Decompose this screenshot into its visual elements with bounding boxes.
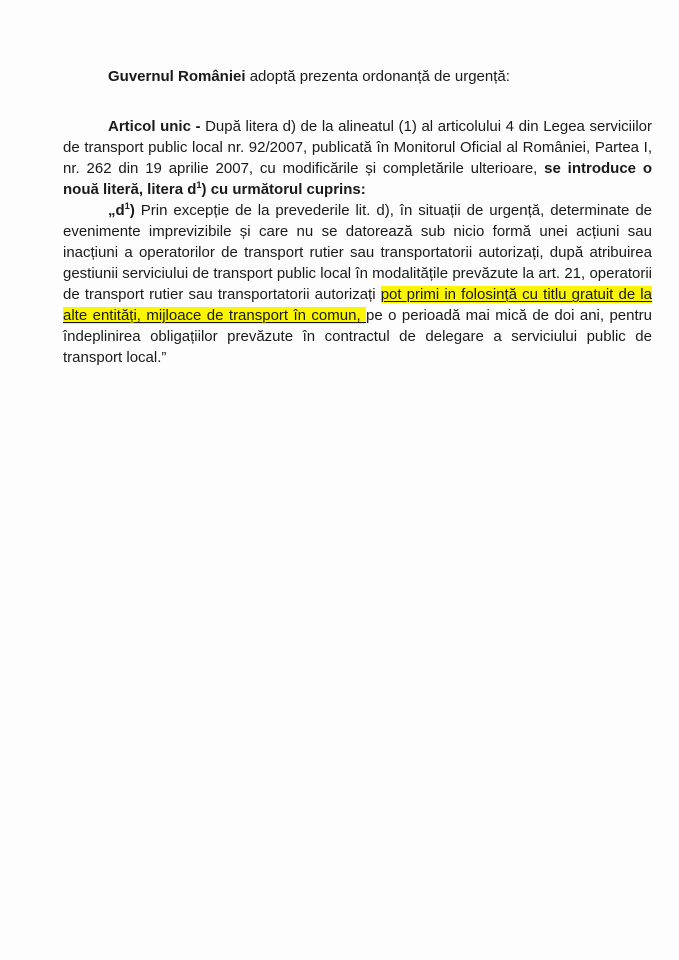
text-run: Articol unic -	[108, 118, 206, 135]
paragraph-articol-unic	[63, 116, 652, 200]
paragraph-preamble	[63, 66, 652, 87]
text-run: Prin excepție de la prevederile lit. d), în situații de urgență, determinate de evenimente imprevizibile și care nu se datorează sub nicio formă unei acțiuni sau inacțiuni a operatorilor de transport rutier sau transportatorii autorizați, după atribuirea gestiunii serviciului de transport public local în modalitățile prevăzute la art. 21, operatorii de transport rutier sau transportatorii autorizați	[63, 202, 652, 303]
text-run: pe o perioadă mai mică de doi ani, pentru îndeplinirea obligațiilor prevăzute în contractul de delegare a serviciului public de transport local.”	[63, 307, 652, 366]
text-run: După litera d) de la alineatul (1) al articolului 4 din Legea serviciilor de transport public local nr. 92/2007, publicată în Monitorul Oficial al României, Partea I, nr. 262 din 19 aprilie 2007, cu modificările și completările ulterioare,	[63, 118, 652, 177]
text-run: adoptă prezenta ordonanță de urgență:	[245, 68, 510, 85]
text-run: ) cu următorul cuprins:	[201, 181, 366, 198]
text-run: „d	[108, 202, 125, 219]
highlighted-text-run: pot primi in folosință cu titlu gratuit de la alte entități, mijloace de transport în comun,	[63, 286, 652, 324]
text-run: se introduce o nouă literă, litera d	[63, 160, 652, 198]
document-body	[63, 66, 652, 368]
text-run: )	[129, 202, 141, 219]
text-run: Guvernul României	[108, 68, 246, 85]
paragraph-litera-d1	[63, 200, 652, 368]
text-run: 1	[196, 180, 202, 190]
text-run: 1	[124, 201, 130, 211]
